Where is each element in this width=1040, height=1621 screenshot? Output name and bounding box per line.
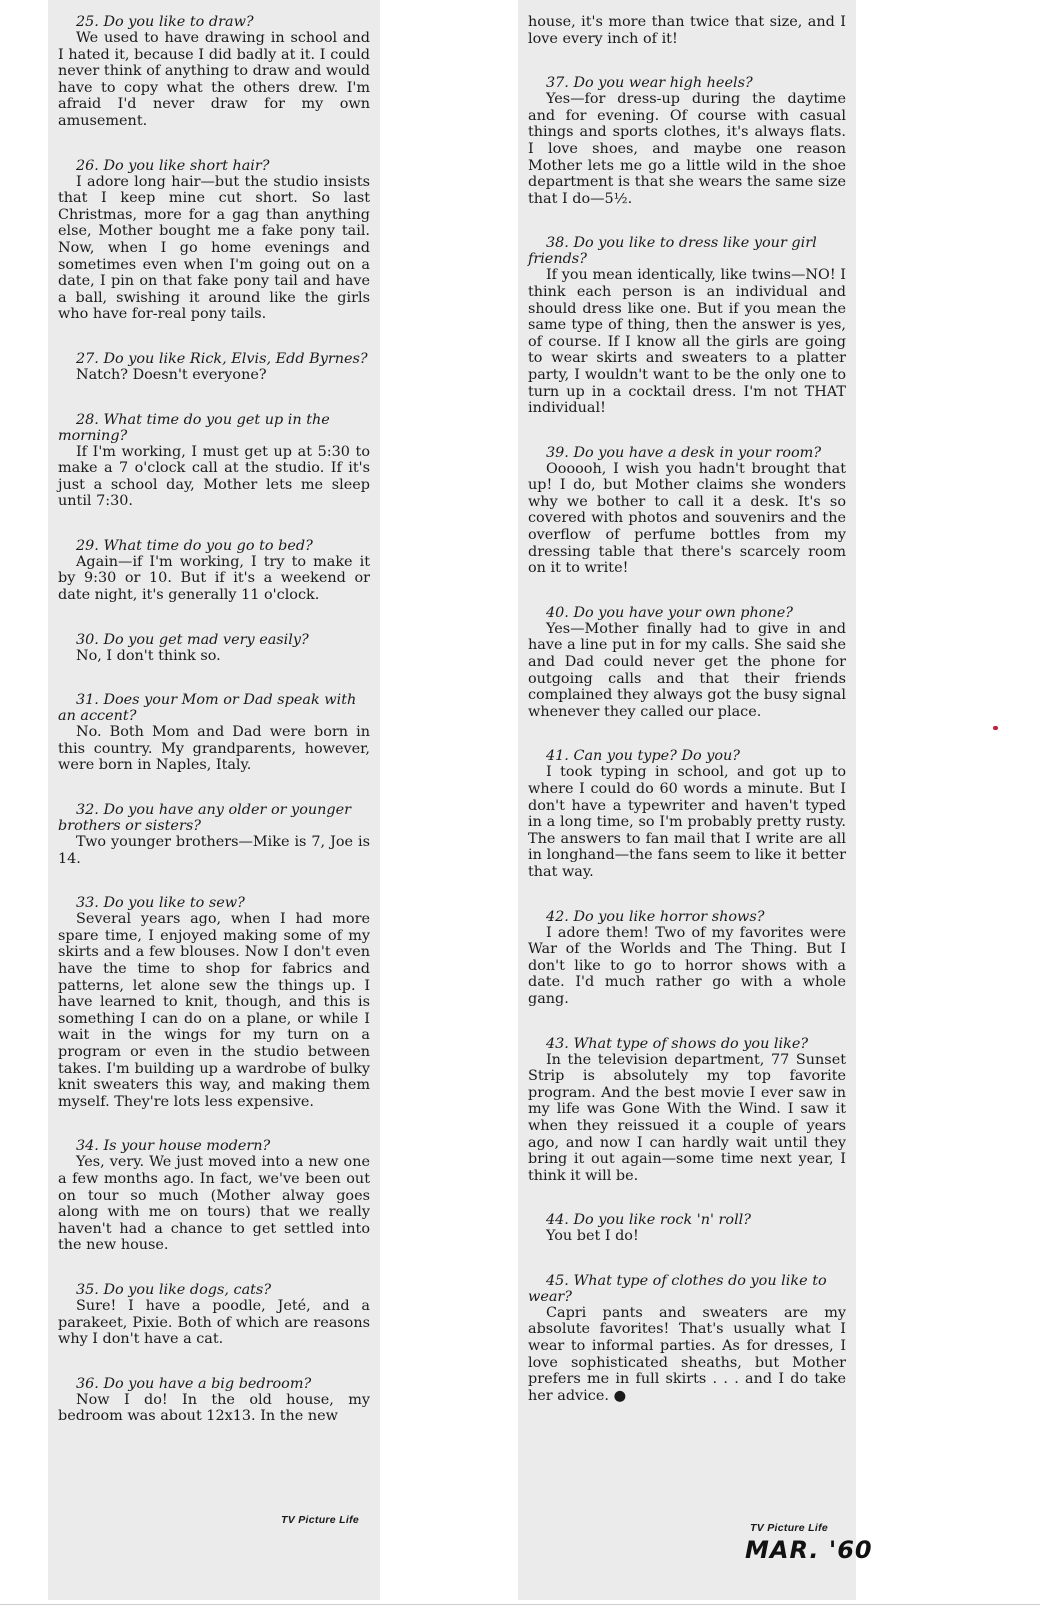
question: 34. Is your house modern?	[76, 1138, 271, 1155]
question: 38. Do you like to dress like your girl friends?	[528, 235, 817, 268]
qa-item-29	[58, 538, 370, 604]
question: 35. Do you like dogs, cats?	[76, 1281, 272, 1298]
question: 31. Does your Mom or Dad speak with an accent?	[58, 692, 357, 725]
qa-item-38	[528, 235, 846, 416]
question: 28. What time do you get up in the morning?	[58, 411, 330, 444]
question: 33. Do you like to sew?	[76, 895, 245, 912]
answer: Now I do! In the old house, my bedroom was about 12x13. In the new	[58, 1391, 370, 1425]
qa-item-32	[58, 802, 370, 867]
left-column	[48, 0, 380, 1600]
right-column	[518, 0, 856, 1600]
answer: Several years ago, when I had more spare time, I enjoyed making some of my skirts and a few blouses. Now I don't even have the time to shop for fabrics and patterns, let alone sew the things up. I have learned to knit, though, and this is something I can do on a plane, or while I wait in the wings for my turn on a program or even in the studio between takes. I'm building up a wardrobe of bulky knit sweaters this way, and making them myself. They're lots less expensive.	[58, 911, 370, 1110]
qa-item-36	[58, 1376, 370, 1425]
question: 27. Do you like Rick, Elvis, Edd Byrnes?	[76, 350, 368, 367]
answer: Oooooh, I wish you hadn't brought that up! I do, but Mother claims she wonders why we bother to call it a desk. It's so covered with photos and souvenirs and the overflow of perfume bottles from my dressing table that there's scarcely room on it to write!	[528, 460, 846, 577]
qa-item-31	[58, 692, 370, 774]
red-ink-dot	[993, 726, 998, 730]
answer: Yes, very. We just moved into a new one a few months ago. In fact, we've been out on tour so much (Mother alway goes along with me on tours) that we really haven't had a chance to get settled into the new house.	[58, 1154, 370, 1254]
answer: Again—if I'm working, I try to make it by 9:30 or 10. But if it's a weekend or date night, it's generally 11 o'clock.	[58, 553, 370, 604]
answer: If you mean identically, like twins—NO! I think each person is an individual and should dress like one. But if you mean the same type of thing, then the answer is yes, of course. If I know all the girls are going to wear skirts and sweaters to a platter party, I wouldn't want to be the only one to turn up in a cocktail dress. I'm not THAT individual!	[528, 267, 846, 417]
handwritten-date: MAR. '60	[745, 1536, 873, 1564]
qa-item-43	[528, 1036, 846, 1185]
question: 41. Can you type? Do you?	[546, 748, 741, 765]
qa-item-44	[528, 1212, 846, 1245]
answer: Capri pants and sweaters are my absolute favorites! That's usually what I wear to informal parties. As for dresses, I love sophisticated sheaths, but Mother prefers me in full skirts . . . and I do take her advice. ●	[528, 1304, 846, 1404]
qa-item-35	[58, 1282, 370, 1348]
answer: Sure! I have a poodle, Jeté, and a parakeet, Pixie. Both of which are reasons why I don't have a cat.	[58, 1297, 370, 1348]
qa-item-39	[528, 445, 846, 577]
question: 40. Do you have your own phone?	[546, 604, 793, 621]
answer: Two younger brothers—Mike is 7, Joe is 14.	[58, 834, 370, 867]
qa-item-27	[58, 351, 370, 384]
answer-continuation: house, it's more than twice that size, and I love every inch of it!	[528, 14, 846, 47]
qa-item-37	[528, 75, 846, 207]
question: 36. Do you have a big bedroom?	[76, 1375, 312, 1392]
question: 44. Do you like rock 'n' roll?	[546, 1212, 752, 1229]
question: 25. Do you like to draw?	[76, 14, 254, 30]
qa-item-45	[528, 1273, 846, 1405]
footer-publication-left: TV Picture Life	[281, 1514, 360, 1526]
question: 37. Do you wear high heels?	[546, 75, 753, 92]
question: 43. What type of shows do you like?	[546, 1035, 809, 1052]
answer: I took typing in school, and got up to where I could do 60 words a minute. But I don't have a typewriter and haven't typed in a long time, so I'm probably pretty rusty. The answers to fan mail that I write are all in longhand—the fans seem to like it better that way.	[528, 764, 846, 880]
question: 29. What time do you go to bed?	[76, 537, 313, 554]
qa-item-41	[528, 748, 846, 880]
question: 26. Do you like short hair?	[76, 157, 270, 174]
answer: No. Both Mom and Dad were born in this country. My grandparents, however, were born in Naples, Italy.	[58, 724, 370, 774]
footer-publication-right: TV Picture Life	[750, 1522, 829, 1534]
qa-item-36-continued	[528, 14, 846, 47]
answer: I adore long hair—but the studio insists that I keep mine cut short. So last Christmas, more for a gag than anything else, Mother bought me a fake pony tail. Now, when I go home evenings and sometimes even when I'm going out on a date, I pin on that fake pony tail and have a ball, swishing it around like the girls who have for-real pony tails.	[58, 173, 370, 323]
qa-item-33	[58, 895, 370, 1110]
qa-item-30	[58, 632, 370, 665]
question: 39. Do you have a desk in your room?	[546, 444, 822, 461]
answer: Natch? Doesn't everyone?	[76, 366, 267, 383]
answer: I adore them! Two of my favorites were War of the Worlds and The Thing. But I don't like to go to horror shows with a date. I'd much rather go with a whole gang.	[528, 924, 846, 1007]
answer: Yes—for dress-up during the daytime and for evening. Of course with casual things and sports clothes, it's always flats. I love shoes, and maybe one reason Mother lets me go a little wild in the shoe department is that she wears the same size that I do—5½.	[528, 91, 846, 207]
qa-item-42	[528, 909, 846, 1008]
answer: You bet I do!	[546, 1228, 639, 1245]
qa-item-40	[528, 605, 846, 721]
answer: No, I don't think so.	[76, 647, 221, 664]
answer: In the television department, 77 Sunset Strip is absolutely my top favorite program. And the best movie I ever saw in my life was Gone With the Wind. I saw it when they reissued it a couple of years ago, and now I can hardly wait until they bring it out again—some time next year, I think it will be.	[528, 1051, 846, 1184]
qa-item-25	[58, 14, 370, 130]
question: 42. Do you like horror shows?	[546, 908, 765, 925]
qa-item-26	[58, 158, 370, 323]
question: 45. What type of clothes do you like to wear?	[528, 1272, 827, 1305]
answer: Yes—Mother finally had to give in and have a line put in for my calls. She said she and Dad could never get the phone for outgoing calls and that their friends complained they always got the busy signal whenever they called our place.	[528, 620, 846, 720]
question: 32. Do you have any older or younger brothers or sisters?	[58, 802, 351, 835]
qa-item-34	[58, 1138, 370, 1254]
page-bottom-rule	[0, 1604, 1040, 1605]
qa-item-28	[58, 412, 370, 510]
answer: We used to have drawing in school and I hated it, because I did badly at it. I could never think of anything to draw and would have to copy what the others drew. I'm afraid I'd never draw for my own amusement.	[58, 30, 370, 129]
answer: If I'm working, I must get up at 5:30 to make a 7 o'clock call at the studio. If it's just a school day, Mother lets me sleep until 7:30.	[58, 443, 370, 510]
question: 30. Do you get mad very easily?	[76, 631, 309, 648]
